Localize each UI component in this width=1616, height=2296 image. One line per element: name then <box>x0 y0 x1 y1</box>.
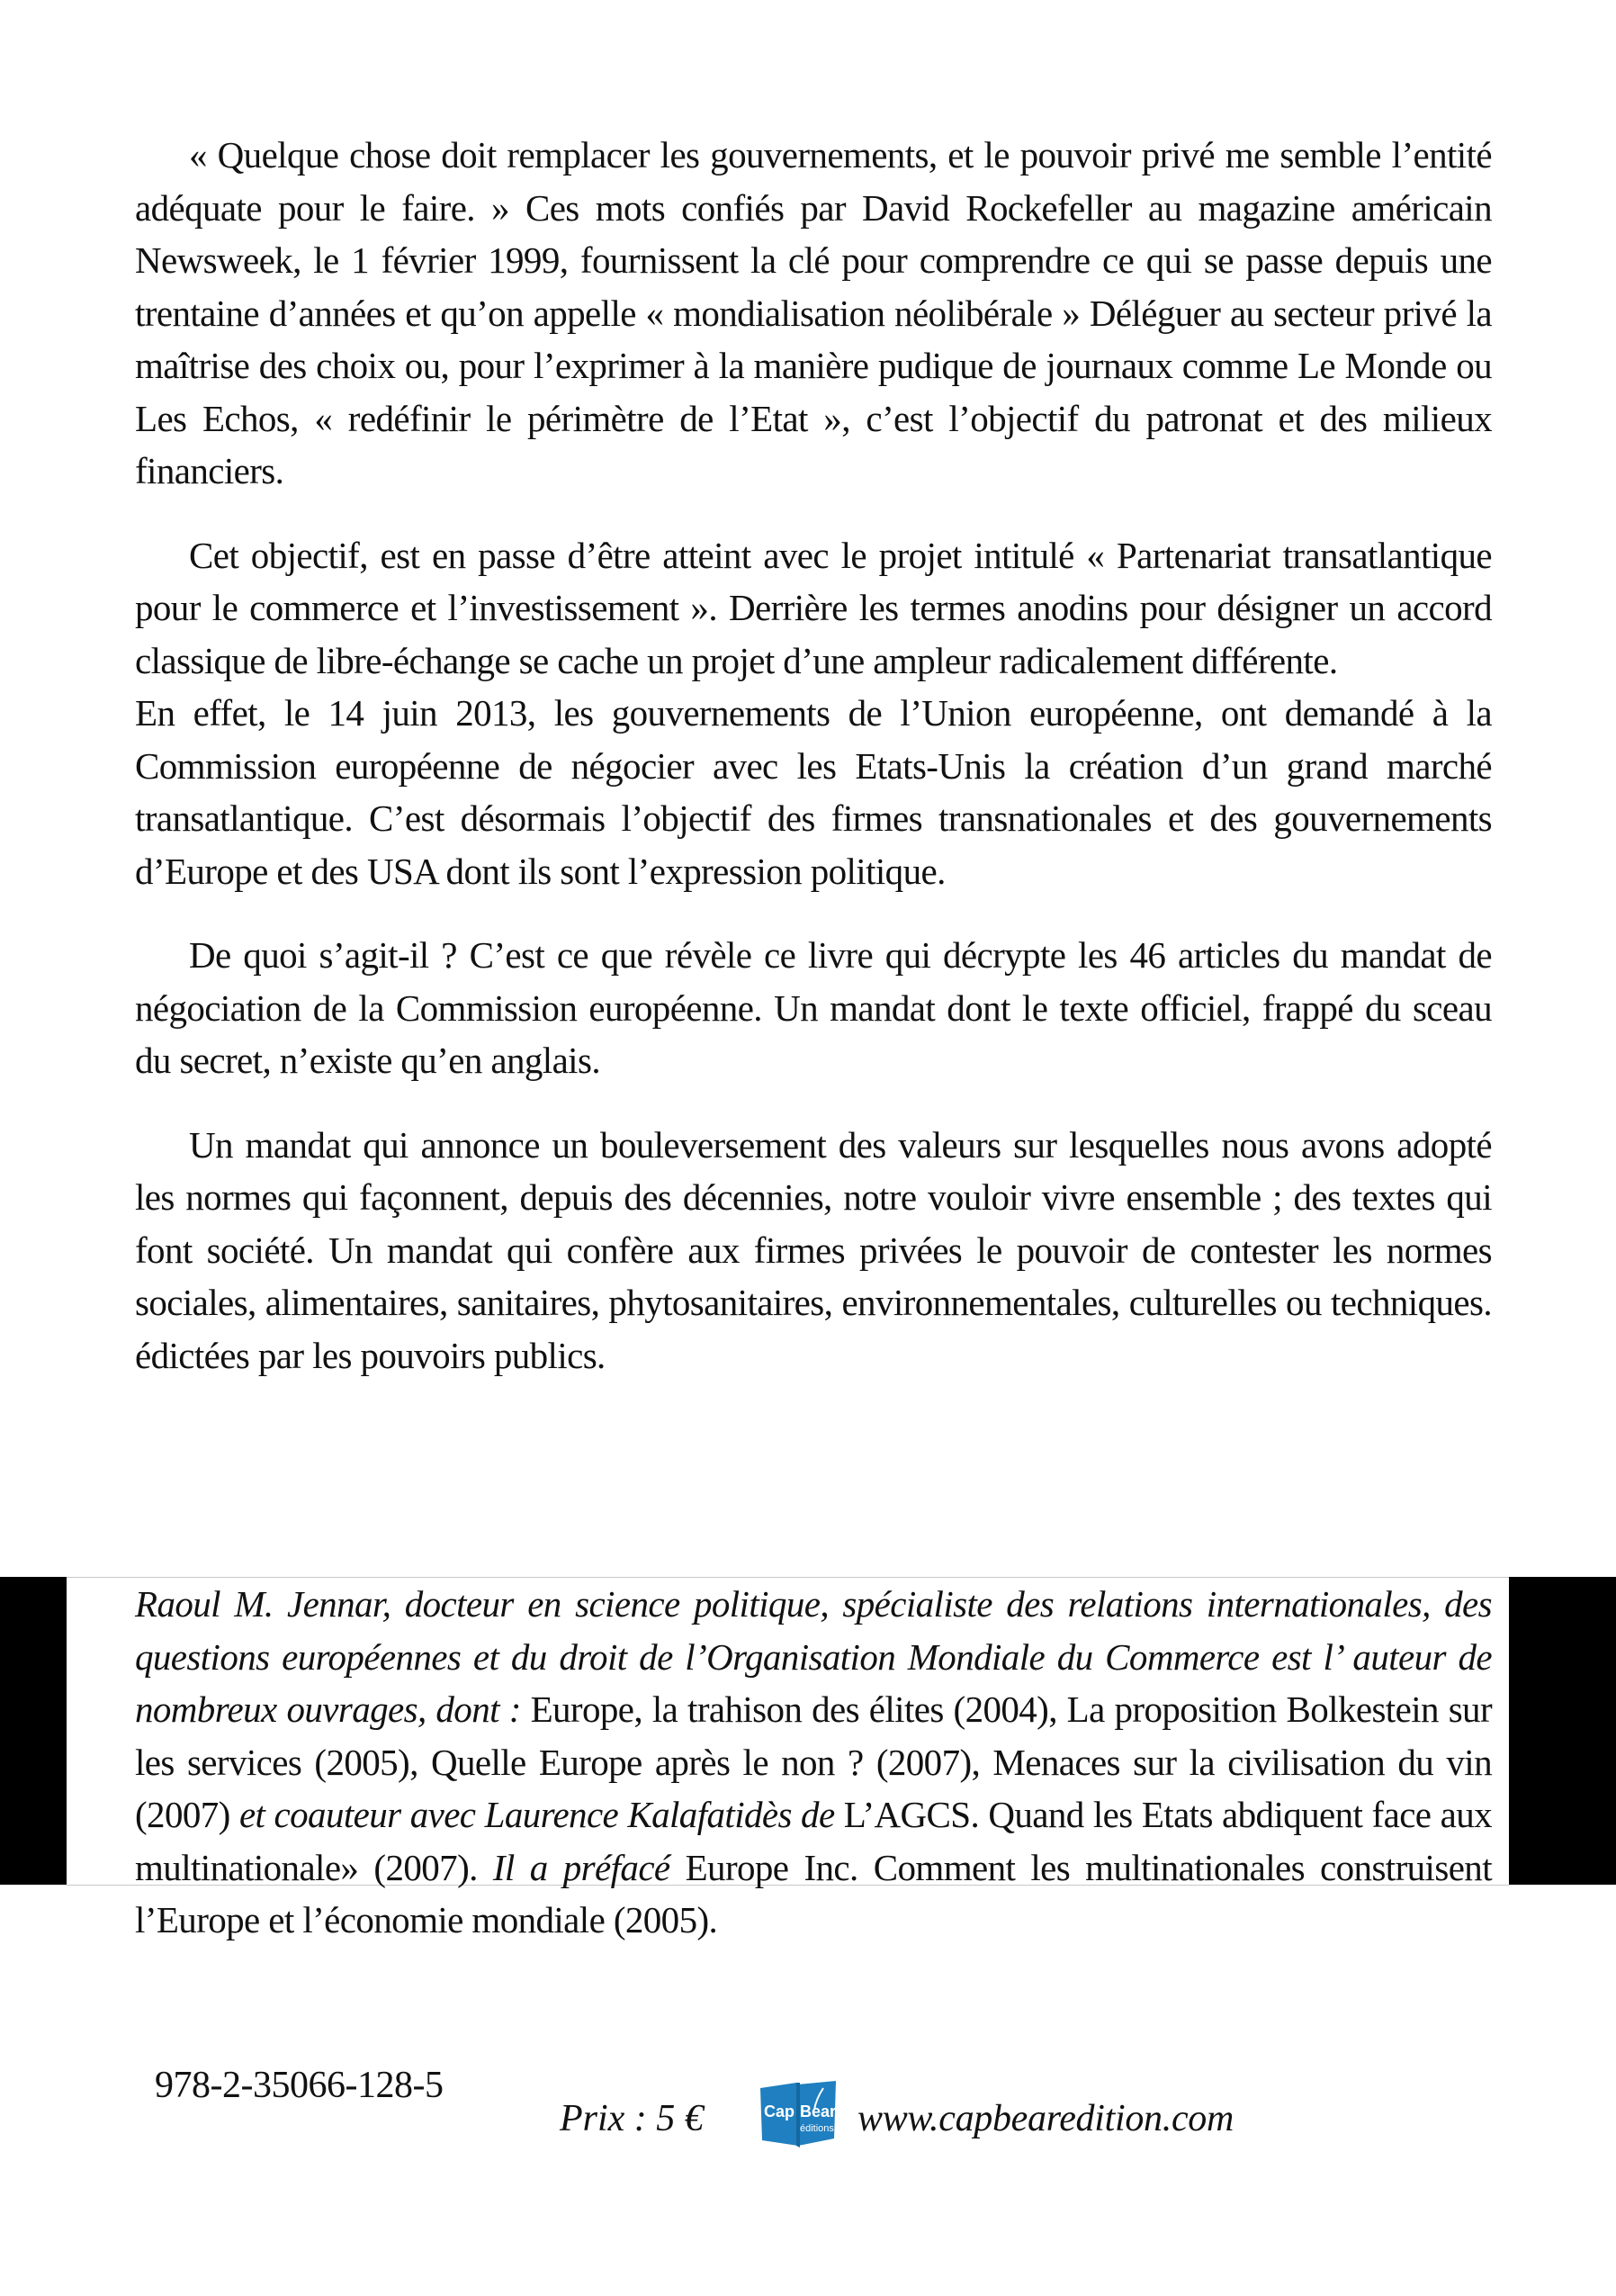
blurb <box>135 129 1492 1382</box>
author-bio-text <box>135 1578 1492 1947</box>
blurb-paragraph-2: Cet objectif, est en passe d’être atteint avec le projet intitulé « Partenariat transatlantique pour le commerce et l’investissement ». Derrière les termes anodins pour désigner un accord classique de libre-échange se cache un projet d’une ampleur radicalement différente. <box>135 534 1492 681</box>
svg-text:Cap: Cap <box>764 2102 795 2120</box>
bio-segment-italic: et coauteur avec Laurence Kalafatidès de <box>238 1794 844 1835</box>
capbear-logo-icon <box>760 2081 836 2149</box>
blurb-paragraph-1: « Quelque chose doit remplacer les gouvernements, et le pouvoir privé me semble l’entité adéquate pour le faire. » Ces mots confiés par David Rockefeller au magazine américain Newsweek, le 1 février 1999, fournissent la clé pour comprendre ce qui se passe depuis une trentaine d’années et qu’on appelle « mondialisation néolibérale » Déléguer au secteur privé la maîtrise des choix ou, pour l’exprimer à la manière pudique de journaux comme Le Monde ou Les Echos, « redéfinir le périmètre de l’Etat », c’est l’objectif du patronat et des milieux financiers. <box>135 134 1492 491</box>
bio-segment: Europe Inc. Comment les multinationales construisent l’Europe et l’économie mondiale (2005). <box>135 1846 1492 1940</box>
author-bio <box>135 1578 1492 1947</box>
price: Prix : 5 € <box>560 2098 704 2139</box>
left-black-bar <box>0 1577 67 1885</box>
right-black-bar <box>1509 1577 1616 1885</box>
bio-segment: Europe, la trahison des élites (2004), La proposition Bolkestein sur les services (2005), Quelle Europe après le non ? (2007), Menaces sur la civilisation du vin (2007) <box>135 1688 1492 1835</box>
bio-segment: L’AGCS. Quand les Etats abdiquent face aux multinationale» (2007). <box>135 1794 1493 1888</box>
publisher-website-link[interactable]: www.capbearedition.com <box>857 2098 1234 2139</box>
bio-segment-italic: Il a préfacé <box>492 1846 686 1888</box>
svg-text:Bear: Bear <box>800 2102 836 2120</box>
blurb-paragraph-5: Un mandat qui annonce un bouleversement des valeurs sur lesquelles nous avons adopté les normes qui façonnent, depuis des décennies, notre vouloir vivre ensemble ; des textes qui font société. Un mandat qui confère aux firmes privées le pouvoir de contester les normes sociales, alimentaires, sanitaires, phytosanitaires, environnementales, culturelles ou techniques. édictées par les pouvoirs publics. <box>135 1123 1492 1376</box>
blurb-paragraph-3: En effet, le 14 juin 2013, les gouvernements de l’Union européenne, ont demandé à la Commission européenne de négocier avec les Etats-Unis la création d’un grand marché transatlantique. C’est désormais l’objectif des firmes transnationales et des gouvernements d’Europe et des USA dont ils sont l’expression politique. <box>135 692 1492 892</box>
blurb-paragraph-4: De quoi s’agit-il ? C’est ce que révèle ce livre qui décrypte les 46 articles du mandat de négociation de la Commission européenne. Un mandat dont le texte officiel, frappé du sceau du secret, n’existe qu’en anglais. <box>135 934 1492 1081</box>
svg-text:éditions: éditions <box>800 2123 834 2134</box>
bio-segment-italic: Raoul M. Jennar, docteur en science politique, spécialiste des relations internationales, des questions européennes et du droit de l’Organisation Mondiale du Commerce est l’ auteur de nombreux ouvrages, dont : <box>135 1583 1492 1730</box>
isbn: 978-2-35066-128-5 <box>155 2065 444 2106</box>
